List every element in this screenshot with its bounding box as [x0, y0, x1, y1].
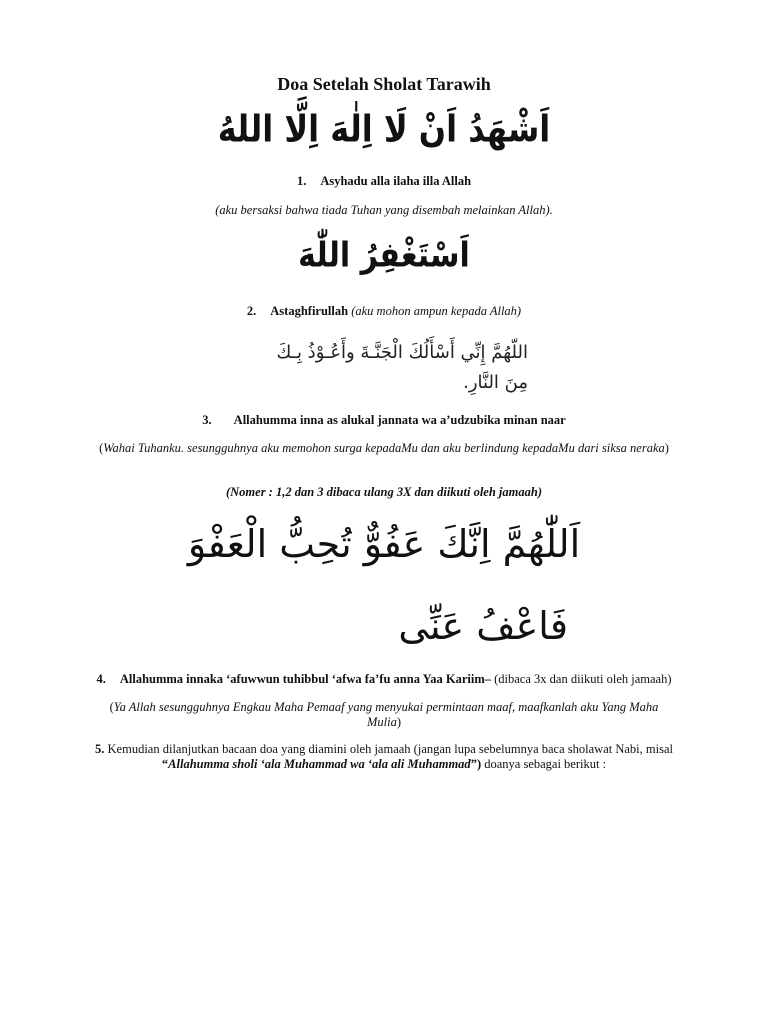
item-2 — [0, 304, 768, 319]
arabic-doa-surga-line2: مِنَ النَّارِ. — [463, 372, 528, 393]
item-4-note: (dibaca 3x dan diikuti oleh jamaah) — [491, 672, 672, 686]
arabic-istighfar: اَسْتَغْفِرُ اللّٰهَ — [298, 235, 470, 276]
item-4-translation-open: ( — [109, 700, 114, 714]
item-4-text: Allahumma innaka ‘afuwwun tuhibbul ‘afwa fa’fu anna Yaa Kariim — [119, 672, 485, 686]
item-4-number: 4. — [96, 672, 106, 686]
item-1-number: 1. — [296, 174, 307, 188]
arabic-doa-surga — [250, 338, 528, 398]
item-3-translation-close: ) — [664, 441, 669, 455]
item-5 — [92, 742, 676, 772]
item-2-text: Astaghfirullah — [270, 304, 349, 318]
item-5-text-after: doanya sebagai berikut : — [481, 757, 607, 771]
item-1 — [0, 174, 768, 189]
item-5-quote-close: ”) — [470, 757, 482, 771]
item-1-text: Asyhadu alla ilaha illa Allah — [320, 174, 472, 188]
item-3-number: 3. — [202, 413, 212, 427]
item-3-text: Allahumma inna as alukal jannata wa a’udzubika minan naar — [233, 413, 566, 427]
item-2-translation: (aku mohon ampun kepada Allah) — [351, 304, 522, 318]
item-4 — [92, 672, 676, 687]
item-5-number: 5. — [95, 742, 105, 756]
arabic-afwu-line1: اَللّٰهُمَّ اِنَّكَ عَفُوٌّ تُحِبُّ الْعَفْوَ — [187, 522, 581, 566]
arabic-shahada: اَشْهَدُ اَنْ لَا اِلٰهَ اِلَّا اللهُ — [217, 107, 551, 151]
item-1-translation: (aku bersaksi bahwa tiada Tuhan yang disembah melainkan Allah). — [215, 203, 553, 217]
item-4-translation-close: ) — [396, 715, 402, 729]
arabic-doa-surga-line1: اللّهُمَّ إِنِّي أَسْأَلُكَ الْجَنَّـةَ وأَعُـوْذُ بِـكَ — [276, 342, 528, 363]
item-2-number: 2. — [246, 304, 257, 318]
document-title: Doa Setelah Sholat Tarawih — [277, 74, 491, 94]
item-4-dash: – — [484, 672, 491, 686]
item-5-quote-text: Allahumma sholi ‘ala Muhammad wa ‘ala ali Muhammad — [168, 757, 471, 771]
repeat-note: (Nomer : 1,2 dan 3 dibaca ulang 3X dan diikuti oleh jamaah) — [225, 485, 542, 499]
item-5-text-before: Kemudian dilanjutkan bacaan doa yang diamini oleh jamaah (jangan lupa sebelumnya baca sholawat Nabi, misal — [104, 742, 673, 756]
item-5-quote-open: “ — [161, 757, 169, 771]
item-3-translation-open: ( — [99, 441, 104, 455]
item-4-translation — [92, 700, 676, 730]
arabic-afwu-line2: فَاعْفُ عَنِّى — [398, 604, 568, 648]
item-3 — [0, 413, 768, 428]
item-4-translation-text: Ya Allah sesungguhnya Engkau Maha Pemaaf yang menyukai permintaan maaf, maafkanlah aku Yang Maha Mulia — [113, 700, 659, 729]
item-3-translation — [92, 441, 676, 456]
item-3-translation-text: Wahai Tuhanku. sesungguhnya aku memohon surga kepadaMu dan aku berlindung kepadaMu dari siksa neraka — [103, 441, 665, 455]
